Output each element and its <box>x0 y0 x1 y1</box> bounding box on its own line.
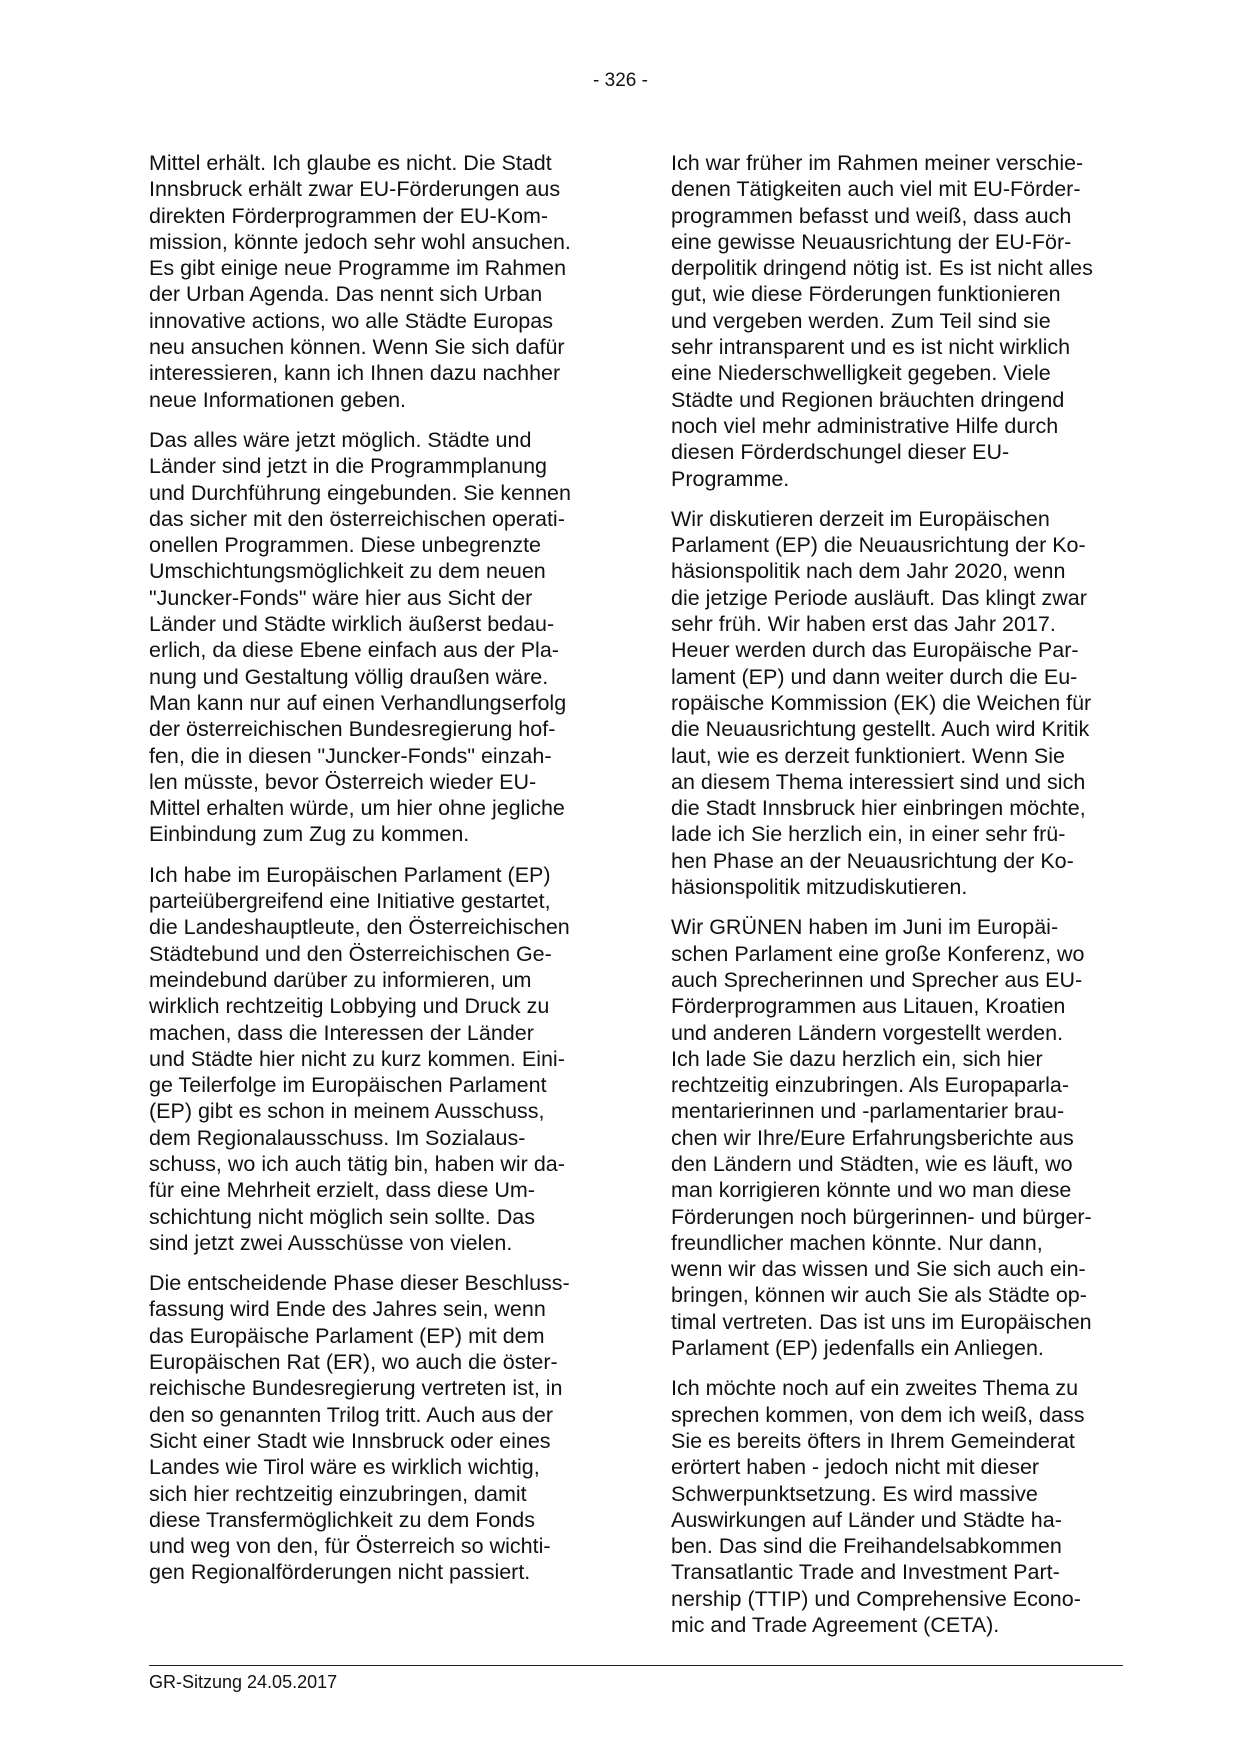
paragraph: Ich war früher im Rahmen meiner verschie- denen Tätigkeiten auch viel mit EU-Förder- programmen befasst und weiß, dass auch eine gewisse Neuausrichtung der EU-För- derpolitik dringend nötig ist. Es ist nicht alles gut, wie diese Förderungen funktionieren und vergeben werden. Zum Teil sind sie sehr intransparent und es ist nicht wirklich eine Niederschwelligkeit gegeben. Viele Städte und Regionen bräuchten dringend noch viel mehr administrative Hilfe durch diesen Förderdschungel dieser EU- Programme. <box>671 151 1093 491</box>
footer-divider <box>149 1665 1123 1666</box>
paragraph: Mittel erhält. Ich glaube es nicht. Die Stadt Innsbruck erhält zwar EU-Förderungen aus direkten Förderprogrammen der EU-Kom- mission, könnte jedoch sehr wohl ansuchen. Es gibt einige neue Programme im Rahmen der Urban Agenda. Das nennt sich Urban innovative actions, wo alle Städte Europas neu ansuchen können. Wenn Sie sich dafür interessieren, kann ich Ihnen dazu nachher neue Informationen geben. <box>149 151 571 412</box>
right-column <box>671 150 1123 1652</box>
paragraph: Die entscheidende Phase dieser Beschluss- fassung wird Ende des Jahres sein, wenn das Europäische Parlament (EP) mit dem Europäischen Rat (ER), wo auch die öster- reichische Bundesregierung vertreten ist, in den so genannten Trilog tritt. Auch aus der Sicht einer Stadt wie Innsbruck oder eines Landes wie Tirol wäre es wirklich wichtig, sich hier rechtzeitig einzubringen, damit diese Transfermöglichkeit zu dem Fonds und weg von den, für Österreich so wichti- gen Regionalförderungen nicht passiert. <box>149 1271 570 1585</box>
left-column <box>149 150 599 1600</box>
paragraph: Ich habe im Europäischen Parlament (EP) parteiübergreifend eine Initiative gestartet, die Landeshauptleute, den Österreichischen Städtebund und den Österreichischen Ge- meindebund darüber zu informieren, um wirklich rechtzeitig Lobbying und Druck zu machen, dass die Interessen der Länder und Städte hier nicht zu kurz kommen. Eini- ge Teilerfolge im Europäischen Parlament (EP) gibt es schon in meinem Ausschuss, dem Regionalausschuss. Im Sozialaus- schuss, wo ich auch tätig bin, haben wir da- für eine Mehrheit erzielt, dass diese Um- schichtung nicht möglich sein sollte. Das sind jetzt zwei Ausschüsse von vielen. <box>149 862 570 1255</box>
paragraph: Wir GRÜNEN haben im Juni im Europäi- schen Parlament eine große Konferenz, wo auch Sprecherinnen und Sprecher aus EU- Förderprogrammen aus Litauen, Kroatien und anderen Ländern vorgestellt werden. Ich lade Sie dazu herzlich ein, sich hier rechtzeitig einzubringen. Als Europaparla- mentarierinnen und -parlamentarier brau- chen wir Ihre/Eure Erfahrungsberichte aus den Ländern und Städten, wie es läuft, wo man korrigieren könnte und wo man diese Förderungen noch bürgerinnen- und bürger- freundlicher machen könnte. Nur dann, wenn wir das wissen und Sie sich auch ein- bringen, können wir auch Sie als Städte op- timal vertreten. Das ist uns im Europäischen Parlament (EP) jedenfalls ein Anliegen. <box>671 915 1092 1361</box>
paragraph: Wir diskutieren derzeit im Europäischen Parlament (EP) die Neuausrichtung der Ko- häsionspolitik nach dem Jahr 2020, wenn die jetzige Periode ausläuft. Das klingt zwar sehr früh. Wir haben erst das Jahr 2017. Heuer werden durch das Europäische Par- lament (EP) und dann weiter durch die Eu- ropäische Kommission (EK) die Weichen für die Neuausrichtung gestellt. Auch wird Kritik laut, wie es derzeit funktioniert. Wenn Sie an diesem Thema interessiert sind und sich die Stadt Innsbruck hier einbringen möchte, lade ich Sie herzlich ein, in einer sehr frü- hen Phase an der Neuausrichtung der Ko- häsionspolitik mitzudiskutieren. <box>671 506 1092 900</box>
footer-session-date: GR-Sitzung 24.05.2017 <box>149 1672 338 1692</box>
paragraph: Ich möchte noch auf ein zweites Thema zu sprechen kommen, von dem ich weiß, dass Sie es bereits öfters in Ihrem Gemeinderat erörtert haben - jedoch nicht mit dieser Schwerpunktsetzung. Es wird massive Auswirkungen auf Länder und Städte ha- ben. Das sind die Freihandelsabkommen Transatlantic Trade and Investment Part- nership (TTIP) und Comprehensive Econo- mic and Trade Agreement (CETA). <box>671 1376 1085 1638</box>
paragraph: Das alles wäre jetzt möglich. Städte und Länder sind jetzt in die Programmplanung und Durchführung eingebunden. Sie kennen das sicher mit den österreichischen operati- onellen Programmen. Diese unbegrenzte Umschichtungsmöglichkeit zu dem neuen "Juncker-Fonds" wäre hier aus Sicht der Länder und Städte wirklich äußerst bedau- erlich, da diese Ebene einfach aus der Pla- nung und Gestaltung völlig draußen wäre. Man kann nur auf einen Verhandlungserfolg der österreichischen Bundesregierung hof- fen, die in diesen "Juncker-Fonds" einzah- len müsste, bevor Österreich wieder EU- Mittel erhalten würde, um hier ohne jegliche Einbindung zum Zug zu kommen. <box>149 427 571 847</box>
page-number: - 326 - <box>593 70 648 91</box>
